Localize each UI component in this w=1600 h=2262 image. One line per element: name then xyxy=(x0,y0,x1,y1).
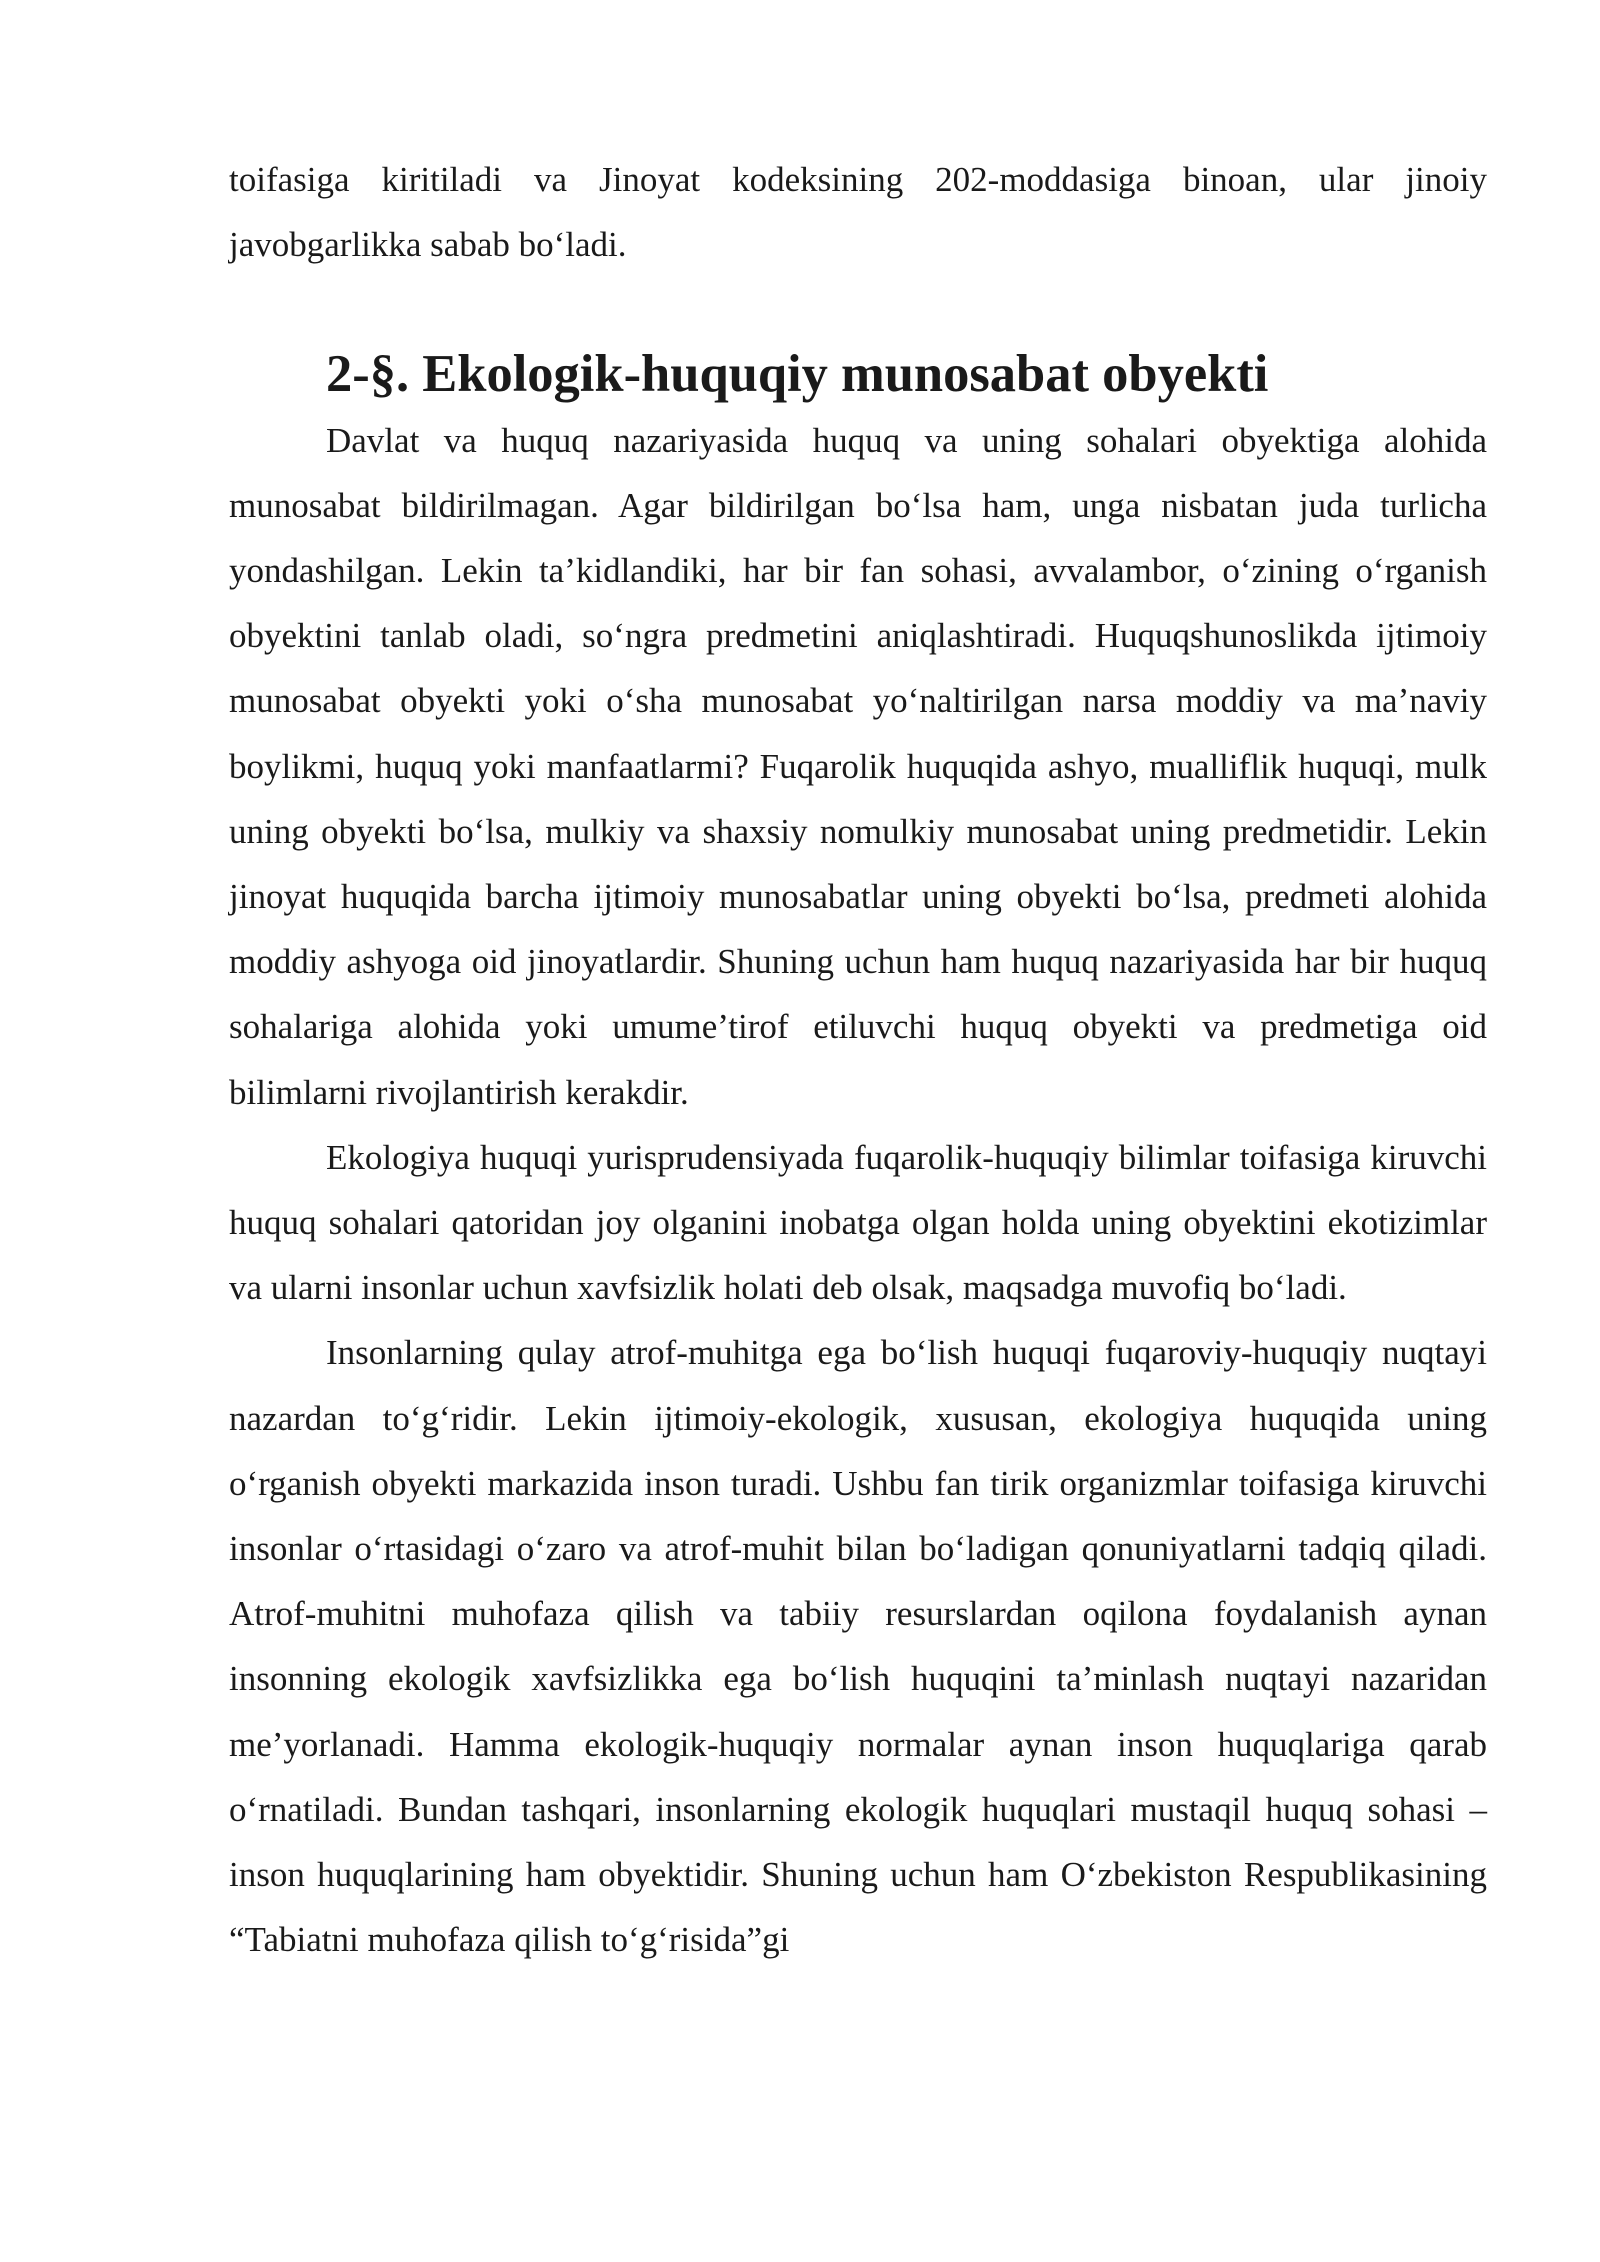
document-page xyxy=(229,147,1487,1972)
paragraph-continuation: toifasiga kiritiladi va Jinoyat kodeksining 202-moddasiga binoan, ular jinoiy javobgarlikka sabab bo‘ladi. xyxy=(229,160,1487,265)
paragraph-2: Ekologiya huquqi yurisprudensiyada fuqarolik-huquqiy bilimlar toifasiga kiruvchi huquq sohalari qatoridan joy olganini inobatga olgan holda uning obyektini ekotizimlar va ularni insonlar uchun xavfsizlik holati deb olsak, maqsadga muvofiq bo‘ladi. xyxy=(229,1137,1487,1308)
paragraph-1: Davlat va huquq nazariyasida huquq va uning sohalari obyektiga alohida munosabat bildirilmagan. Agar bildirilgan bo‘lsa ham, unga nisbatan juda turlicha yondashilgan. Lekin ta’kidlandiki, har bir fan sohasi, avvalambor, o‘zining o‘rganish obyektini tanlab oladi, so‘ngra predmetini aniqlashtiradi. Huquqshunoslikda ijtimoiy munosabat obyekti yoki o‘sha munosabat yo‘naltirilgan narsa moddiy va ma’naviy boylikmi, huquq yoki manfaatlarmi? Fuqarolik huquqida ashyo, mualliflik huquqi, mulk uning obyekti bo‘lsa, mulkiy va shaxsiy nomulkiy munosabat uning predmetidir. Lekin jinoyat huquqida barcha ijtimoiy munosabatlar uning obyekti bo‘lsa, predmeti alohida moddiy ashyoga oid jinoyatlardir. Shuning uchun ham huquq nazariyasida har bir huquq sohalariga alohida yoki umume’tirof etiluvchi huquq obyekti va predmetiga oid bilimlarni rivojlantirish kerakdir. xyxy=(229,420,1487,1112)
section-heading: 2-§. Ekologik-huquqiy munosabat obyekti xyxy=(326,345,1269,404)
paragraph-3: Insonlarning qulay atrof-muhitga ega bo‘lish huquqi fuqaroviy-huquqiy nuqtayi nazardan to‘g‘ridir. Lekin ijtimoiy-ekologik, xususan, ekologiya huquqida uning o‘rganish obyekti markazida inson turadi. Ushbu fan tirik organizmlar toifasiga kiruvchi insonlar o‘rtasidagi o‘zaro va atrof-muhit bilan bo‘ladigan qonuniyatlarni tadqiq qiladi. Atrof-muhitni muhofaza qilish va tabiiy resurslardan oqilona foydalanish aynan insonning ekologik xavfsizlikka ega bo‘lish huquqini ta’minlash nuqtayi nazaridan me’yorlanadi. Hamma ekologik-huquqiy normalar aynan inson huquqlariga qarab o‘rnatiladi. Bundan tashqari, insonlarning ekologik huquqlari mustaqil huquq sohasi – inson huquqlarining ham obyektidir. Shuning uchun ham O‘zbekiston Respublikasining “Tabiatni muhofaza qilish to‘g‘risida”gi xyxy=(229,1333,1487,1960)
